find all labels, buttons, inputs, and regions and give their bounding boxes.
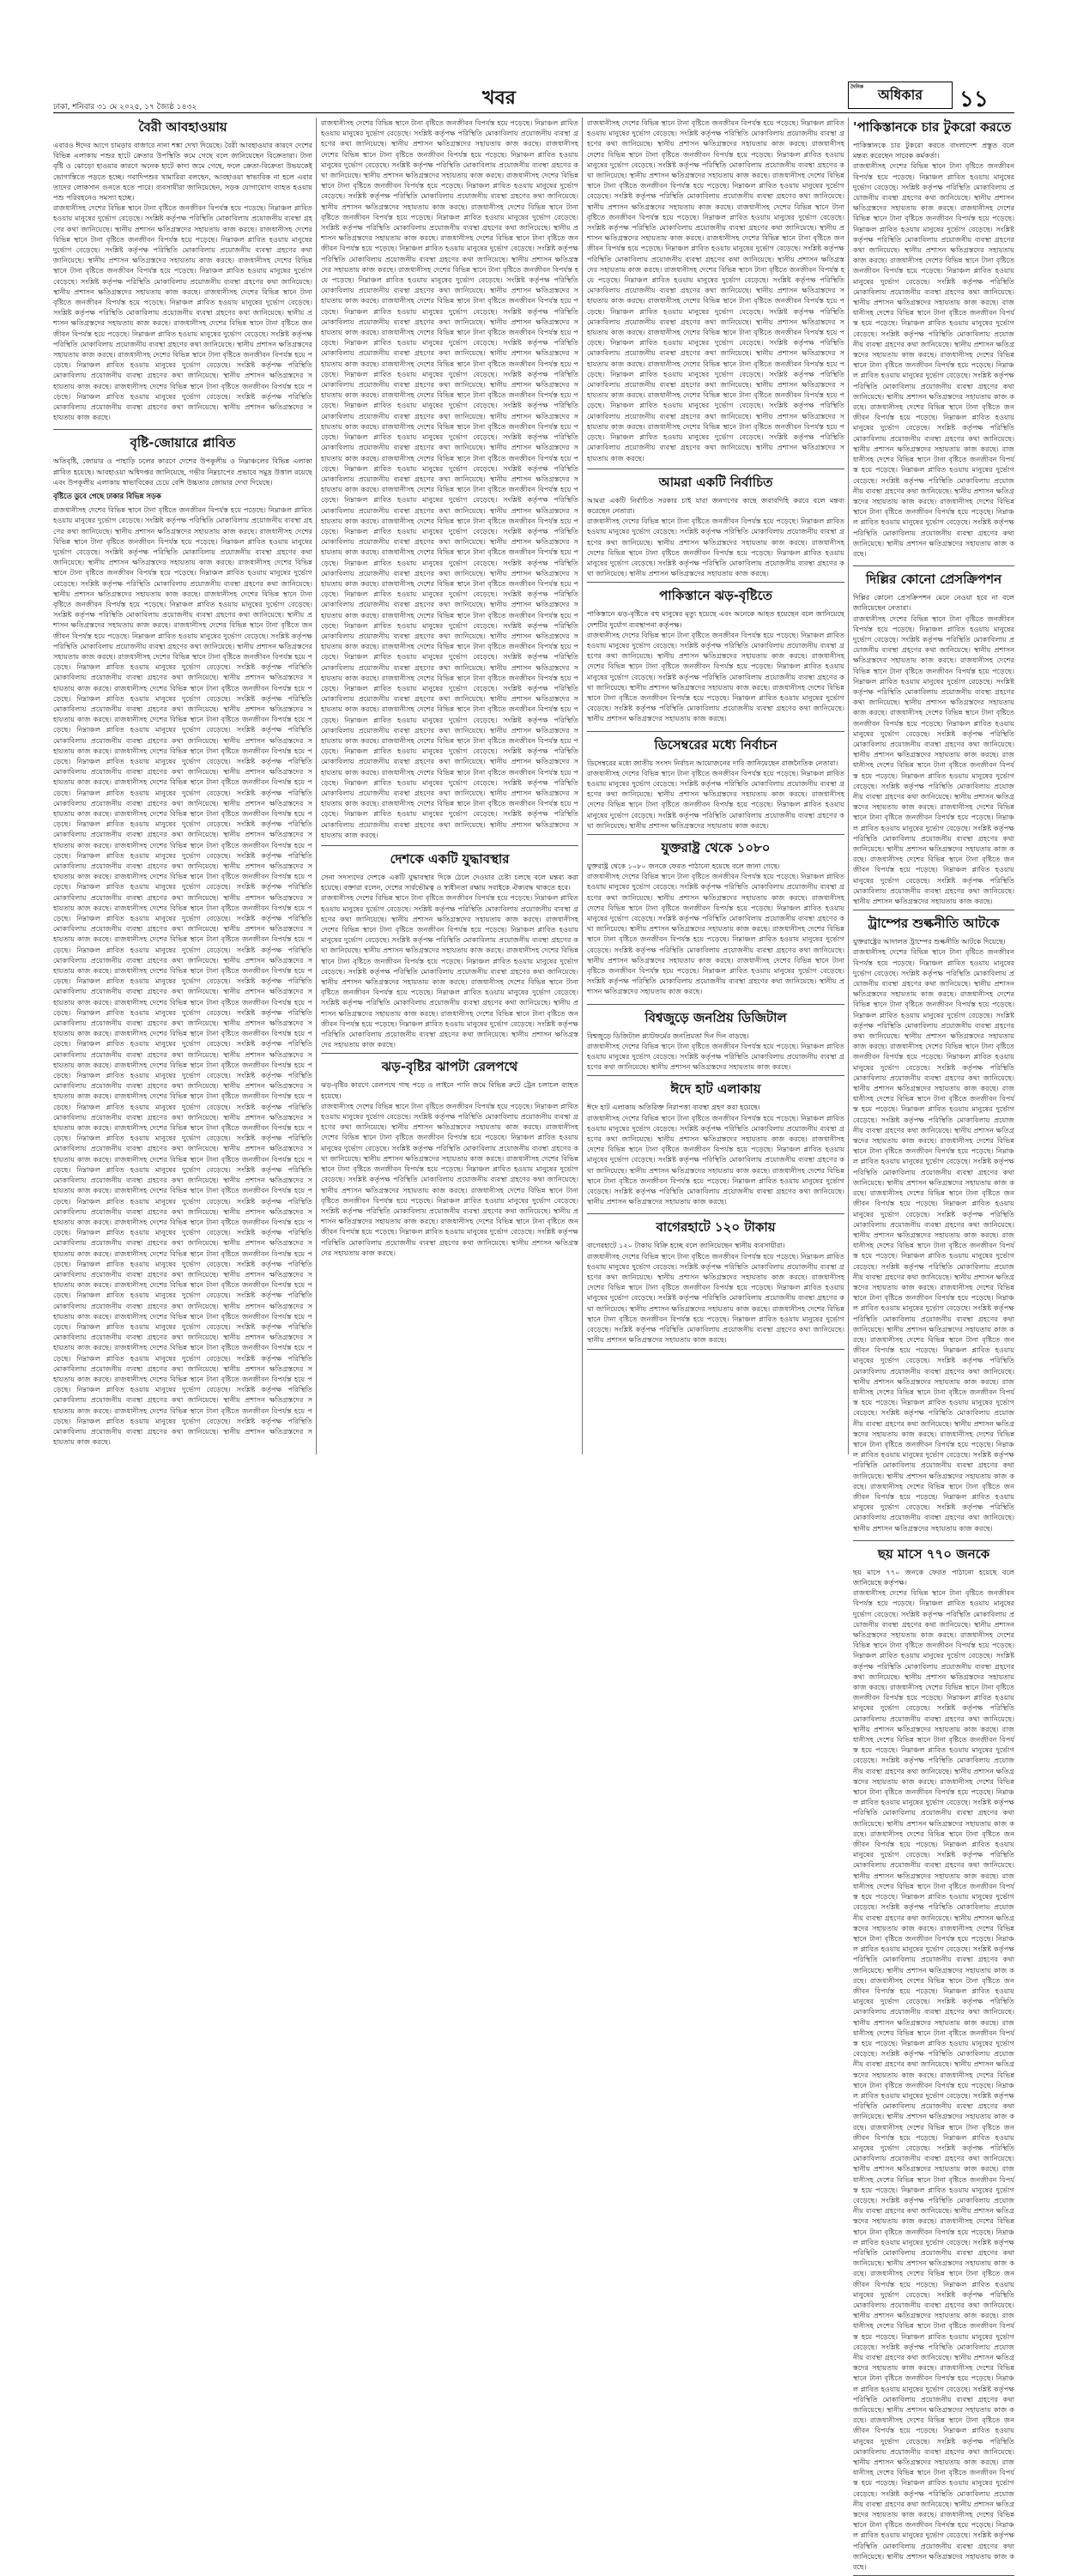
article-headline: 'পাকিস্তানকে চার টুকরো করতে <box>853 119 1012 135</box>
article-body: বিশ্বজুড়ে ডিজিটাল প্ল্যাটফর্মের জনপ্রিয়তা দিন দিন বাড়ছে। <box>587 1031 749 1040</box>
article-headline: বাগেরহাটে ১২০ টাকায় <box>656 1219 776 1236</box>
article-body-continued: রাজধানীসহ দেশের বিভিন্ন স্থানে টানা বৃষ্টিতে জনজীবন বিপর্যস্ত হয়ে পড়েছে। নিম্নাঞ্চল প্লাবিত হওয়ায় মানুষের দুর্ভোগ বেড়েছে। সংশ্লিষ্ট কর্তৃপক্ষ পরিস্থিতি মোকাবিলায় প্রয়োজনীয় ব্যবস্থা গ্রহণের কথা জানিয়েছে। স্থানীয় প্রশাসন ক্ষতিগ্রস্তদের সহায়তায় কাজ করছে। রাজধানীসহ দেশের বিভিন্ন স্থানে টানা বৃষ্টিতে জনজীবন বিপর্যস্ত হয়ে পড়েছে। নিম্নাঞ্চল প্লাবিত হওয়ায় মানুষের দুর্ভোগ বেড়েছে। সংশ্লিষ্ট কর্তৃপক্ষ পরিস্থিতি মোকাবিলায় প্রয়োজনীয় ব্যবস্থা গ্রহণের কথা জানিয়েছে। স্থানীয় প্রশাসন ক্ষতিগ্রস্তদের সহায়তায় কাজ করছে। রাজধানীসহ দেশের বিভিন্ন স্থানে টানা বৃষ্টিতে জনজীবন বিপর্যস্ত হয়ে পড়েছে। নিম্নাঞ্চল প্লাবিত হওয়ায় মানুষের দুর্ভোগ বেড়েছে। সংশ্লিষ্ট কর্তৃপক্ষ পরিস্থিতি মোকাবিলায় প্রয়োজনীয় ব্যবস্থা গ্রহণের কথা জানিয়েছে। স্থানীয় প্রশাসন ক্ষতিগ্রস্তদের সহায়তায় কাজ করছে। রাজধানীসহ দেশের বিভিন্ন স্থানে টানা বৃষ্টিতে জনজীবন বিপর্যস্ত হয়ে পড়েছে। নিম্নাঞ্চল প্লাবিত হওয়ায় মানুষের দুর্ভোগ বেড়েছে। সংশ্লিষ্ট কর্তৃপক্ষ পরিস্থিতি মোকাবিলায় প্রয়োজনীয় ব্যবস্থা গ্রহণের কথা জানিয়েছে। স্থানীয় প্রশাসন ক্ষতিগ্রস্তদের সহায়তায় কাজ করছে। রাজধানীসহ দেশের বিভিন্ন স্থানে টানা বৃষ্টিতে জনজীবন বিপর্যস্ত হয়ে পড়েছে। নিম্নাঞ্চল প্লাবিত হওয়ায় মানুষের দুর্ভোগ বেড়েছে। সংশ্লিষ্ট কর্তৃপক্ষ পরিস্থিতি মোকাবিলায় প্রয়োজনীয় ব্যবস্থা গ্রহণের কথা জানিয়েছে। স্থানীয় প্রশাসন ক্ষতিগ্রস্তদের সহায়তায় কাজ করছে। রাজধানীসহ দেশের বিভিন্ন স্থানে টানা বৃষ্টিতে জনজীবন বিপর্যস্ত হয়ে পড়েছে। নিম্নাঞ্চল প্লাবিত হওয়ায় মানুষের দুর্ভোগ বেড়েছে। সংশ্লিষ্ট কর্তৃপক্ষ পরিস্থিতি মোকাবিলায় প্রয়োজনীয় ব্যবস্থা গ্রহণের কথা জানিয়েছে। স্থানীয় প্রশাসন ক্ষতিগ্রস্তদের সহায়তায় কাজ করছে। <box>853 614 1014 906</box>
article-body: দিল্লির কোনো প্রেসক্রিপশন মেনে নেওয়া হবে না বলে জানিয়েছেন নেতারা। <box>853 593 1014 613</box>
page-header <box>53 82 1014 112</box>
article-body-continued: রাজধানীসহ দেশের বিভিন্ন স্থানে টানা বৃষ্টিতে জনজীবন বিপর্যস্ত হয়ে পড়েছে। নিম্নাঞ্চল প্লাবিত হওয়ায় মানুষের দুর্ভোগ বেড়েছে। সংশ্লিষ্ট কর্তৃপক্ষ পরিস্থিতি মোকাবিলায় প্রয়োজনীয় ব্যবস্থা গ্রহণের কথা জানিয়েছে। স্থানীয় প্রশাসন ক্ষতিগ্রস্তদের সহায়তায় কাজ করছে। রাজধানীসহ দেশের বিভিন্ন স্থানে টানা বৃষ্টিতে জনজীবন বিপর্যস্ত হয়ে পড়েছে। নিম্নাঞ্চল প্লাবিত হওয়ায় মানুষের দুর্ভোগ বেড়েছে। সংশ্লিষ্ট কর্তৃপক্ষ পরিস্থিতি মোকাবিলায় প্রয়োজনীয় ব্যবস্থা গ্রহণের কথা জানিয়েছে। স্থানীয় প্রশাসন ক্ষতিগ্রস্তদের সহায়তায় কাজ করছে। রাজধানীসহ দেশের বিভিন্ন স্থানে টানা বৃষ্টিতে জনজীবন বিপর্যস্ত হয়ে পড়েছে। নিম্নাঞ্চল প্লাবিত হওয়ায় মানুষের দুর্ভোগ বেড়েছে। সংশ্লিষ্ট কর্তৃপক্ষ পরিস্থিতি মোকাবিলায় প্রয়োজনীয় ব্যবস্থা গ্রহণের কথা জানিয়েছে। স্থানীয় প্রশাসন ক্ষতিগ্রস্তদের সহায়তায় কাজ করছে। রাজধানীসহ দেশের বিভিন্ন স্থানে টানা বৃষ্টিতে জনজীবন বিপর্যস্ত হয়ে পড়েছে। নিম্নাঞ্চল প্লাবিত হওয়ায় মানুষের দুর্ভোগ বেড়েছে। সংশ্লিষ্ট কর্তৃপক্ষ পরিস্থিতি মোকাবিলায় প্রয়োজনীয় ব্যবস্থা গ্রহণের কথা জানিয়েছে। স্থানীয় প্রশাসন ক্ষতিগ্রস্তদের সহায়তায় কাজ করছে। রাজধানীসহ দেশের বিভিন্ন স্থানে টানা বৃষ্টিতে জনজীবন বিপর্যস্ত হয়ে পড়েছে। নিম্নাঞ্চল প্লাবিত হওয়ায় মানুষের দুর্ভোগ বেড়েছে। সংশ্লিষ্ট কর্তৃপক্ষ পরিস্থিতি মোকাবিলায় প্রয়োজনীয় ব্যবস্থা গ্রহণের কথা জানিয়েছে। স্থানীয় প্রশাসন ক্ষতিগ্রস্তদের সহায়তায় কাজ করছে। <box>321 1101 578 1257</box>
article-body-continued: রাজধানীসহ দেশের বিভিন্ন স্থানে টানা বৃষ্টিতে জনজীবন বিপর্যস্ত হয়ে পড়েছে। নিম্নাঞ্চল প্লাবিত হওয়ায় মানুষের দুর্ভোগ বেড়েছে। সংশ্লিষ্ট কর্তৃপক্ষ পরিস্থিতি মোকাবিলায় প্রয়োজনীয় ব্যবস্থা গ্রহণের কথা জানিয়েছে। স্থানীয় প্রশাসন ক্ষতিগ্রস্তদের সহায়তায় কাজ করছে। রাজধানীসহ দেশের বিভিন্ন স্থানে টানা বৃষ্টিতে জনজীবন বিপর্যস্ত হয়ে পড়েছে। নিম্নাঞ্চল প্লাবিত হওয়ায় মানুষের দুর্ভোগ বেড়েছে। সংশ্লিষ্ট কর্তৃপক্ষ পরিস্থিতি মোকাবিলায় প্রয়োজনীয় ব্যবস্থা গ্রহণের কথা জানিয়েছে। স্থানীয় প্রশাসন ক্ষতিগ্রস্তদের সহায়তায় কাজ করছে। রাজধানীসহ দেশের বিভিন্ন স্থানে টানা বৃষ্টিতে জনজীবন বিপর্যস্ত হয়ে পড়েছে। নিম্নাঞ্চল প্লাবিত হওয়ায় মানুষের দুর্ভোগ বেড়েছে। সংশ্লিষ্ট কর্তৃপক্ষ পরিস্থিতি মোকাবিলায় প্রয়োজনীয় ব্যবস্থা গ্রহণের কথা জানিয়েছে। স্থানীয় প্রশাসন ক্ষতিগ্রস্তদের সহায়তায় কাজ করছে। <box>587 1113 844 1206</box>
article-rail <box>321 1059 578 1257</box>
header-rule <box>53 112 1014 113</box>
article-body-continued: রাজধানীসহ দেশের বিভিন্ন স্থানে টানা বৃষ্টিতে জনজীবন বিপর্যস্ত হয়ে পড়েছে। নিম্নাঞ্চল প্লাবিত হওয়ায় মানুষের দুর্ভোগ বেড়েছে। সংশ্লিষ্ট কর্তৃপক্ষ পরিস্থিতি মোকাবিলায় প্রয়োজনীয় ব্যবস্থা গ্রহণের কথা জানিয়েছে। স্থানীয় প্রশাসন ক্ষতিগ্রস্তদের সহায়তায় কাজ করছে। রাজধানীসহ দেশের বিভিন্ন স্থানে টানা বৃষ্টিতে জনজীবন বিপর্যস্ত হয়ে পড়েছে। নিম্নাঞ্চল প্লাবিত হওয়ায় মানুষের দুর্ভোগ বেড়েছে। সংশ্লিষ্ট কর্তৃপক্ষ পরিস্থিতি মোকাবিলায় প্রয়োজনীয় ব্যবস্থা গ্রহণের কথা জানিয়েছে। স্থানীয় প্রশাসন ক্ষতিগ্রস্তদের সহায়তায় কাজ করছে। <box>587 768 844 830</box>
newspaper-page <box>53 82 1014 2572</box>
article-body-continued: রাজধানীসহ দেশের বিভিন্ন স্থানে টানা বৃষ্টিতে জনজীবন বিপর্যস্ত হয়ে পড়েছে। নিম্নাঞ্চল প্লাবিত হওয়ায় মানুষের দুর্ভোগ বেড়েছে। সংশ্লিষ্ট কর্তৃপক্ষ পরিস্থিতি মোকাবিলায় প্রয়োজনীয় ব্যবস্থা গ্রহণের কথা জানিয়েছে। স্থানীয় প্রশাসন ক্ষতিগ্রস্তদের সহায়তায় কাজ করছে। রাজধানীসহ দেশের বিভিন্ন স্থানে টানা বৃষ্টিতে জনজীবন বিপর্যস্ত হয়ে পড়েছে। নিম্নাঞ্চল প্লাবিত হওয়ায় মানুষের দুর্ভোগ বেড়েছে। সংশ্লিষ্ট কর্তৃপক্ষ পরিস্থিতি মোকাবিলায় প্রয়োজনীয় ব্যবস্থা গ্রহণের কথা জানিয়েছে। স্থানীয় প্রশাসন ক্ষতিগ্রস্তদের সহায়তায় কাজ করছে। রাজধানীসহ দেশের বিভিন্ন স্থানে টানা বৃষ্টিতে জনজীবন বিপর্যস্ত হয়ে পড়েছে। নিম্নাঞ্চল প্লাবিত হওয়ায় মানুষের দুর্ভোগ বেড়েছে। সংশ্লিষ্ট কর্তৃপক্ষ পরিস্থিতি মোকাবিলায় প্রয়োজনীয় ব্যবস্থা গ্রহণের কথা জানিয়েছে। স্থানীয় প্রশাসন ক্ষতিগ্রস্তদের সহায়তায় কাজ করছে। রাজধানীসহ দেশের বিভিন্ন স্থানে টানা বৃষ্টিতে জনজীবন বিপর্যস্ত হয়ে পড়েছে। নিম্নাঞ্চল প্লাবিত হওয়ায় মানুষের দুর্ভোগ বেড়েছে। সংশ্লিষ্ট কর্তৃপক্ষ পরিস্থিতি মোকাবিলায় প্রয়োজনীয় ব্যবস্থা গ্রহণের কথা জানিয়েছে। স্থানীয় প্রশাসন ক্ষতিগ্রস্তদের সহায়তায় কাজ করছে। রাজধানীসহ দেশের বিভিন্ন স্থানে টানা বৃষ্টিতে জনজীবন বিপর্যস্ত হয়ে পড়েছে। নিম্নাঞ্চল প্লাবিত হওয়ায় মানুষের দুর্ভোগ বেড়েছে। সংশ্লিষ্ট কর্তৃপক্ষ পরিস্থিতি মোকাবিলায় প্রয়োজনীয় ব্যবস্থা গ্রহণের কথা জানিয়েছে। স্থানীয় প্রশাসন ক্ষতিগ্রস্তদের সহায়তায় কাজ করছে। রাজধানীসহ দেশের বিভিন্ন স্থানে টানা বৃষ্টিতে জনজীবন বিপর্যস্ত হয়ে পড়েছে। নিম্নাঞ্চল প্লাবিত হওয়ায় মানুষের দুর্ভোগ বেড়েছে। সংশ্লিষ্ট কর্তৃপক্ষ পরিস্থিতি মোকাবিলায় প্রয়োজনীয় ব্যবস্থা গ্রহণের কথা জানিয়েছে। স্থানীয় প্রশাসন ক্ষতিগ্রস্তদের সহায়তায় কাজ করছে। রাজধানীসহ দেশের বিভিন্ন স্থানে টানা বৃষ্টিতে জনজীবন বিপর্যস্ত হয়ে পড়েছে। নিম্নাঞ্চল প্লাবিত হওয়ায় মানুষের দুর্ভোগ বেড়েছে। সংশ্লিষ্ট কর্তৃপক্ষ পরিস্থিতি মোকাবিলায় প্রয়োজনীয় ব্যবস্থা গ্রহণের কথা জানিয়েছে। স্থানীয় প্রশাসন ক্ষতিগ্রস্তদের সহায়তায় কাজ করছে। রাজধানীসহ দেশের বিভিন্ন স্থানে টানা বৃষ্টিতে জনজীবন বিপর্যস্ত হয়ে পড়েছে। নিম্নাঞ্চল প্লাবিত হওয়ায় মানুষের দুর্ভোগ বেড়েছে। সংশ্লিষ্ট কর্তৃপক্ষ পরিস্থিতি মোকাবিলায় প্রয়োজনীয় ব্যবস্থা গ্রহণের কথা জানিয়েছে। স্থানীয় প্রশাসন ক্ষতিগ্রস্তদের সহায়তায় কাজ করছে। রাজধানীসহ দেশের বিভিন্ন স্থানে টানা বৃষ্টিতে জনজীবন বিপর্যস্ত হয়ে পড়েছে। নিম্নাঞ্চল প্লাবিত হওয়ায় মানুষের দুর্ভোগ বেড়েছে। সংশ্লিষ্ট কর্তৃপক্ষ পরিস্থিতি মোকাবিলায় প্রয়োজনীয় ব্যবস্থা গ্রহণের কথা জানিয়েছে। স্থানীয় প্রশাসন ক্ষতিগ্রস্তদের সহায়তায় কাজ করছে। রাজধানীসহ দেশের বিভিন্ন স্থানে টানা বৃষ্টিতে জনজীবন বিপর্যস্ত হয়ে পড়েছে। নিম্নাঞ্চল প্লাবিত হওয়ায় মানুষের দুর্ভোগ বেড়েছে। সংশ্লিষ্ট কর্তৃপক্ষ পরিস্থিতি মোকাবিলায় প্রয়োজনীয় ব্যবস্থা গ্রহণের কথা জানিয়েছে। স্থানীয় প্রশাসন ক্ষতিগ্রস্তদের সহায়তায় কাজ করছে। রাজধানীসহ দেশের বিভিন্ন স্থানে টানা বৃষ্টিতে জনজীবন বিপর্যস্ত হয়ে পড়েছে। নিম্নাঞ্চল প্লাবিত হওয়ায় মানুষের দুর্ভোগ বেড়েছে। সংশ্লিষ্ট কর্তৃপক্ষ পরিস্থিতি মোকাবিলায় প্রয়োজনীয় ব্যবস্থা গ্রহণের কথা জানিয়েছে। স্থানীয় প্রশাসন ক্ষতিগ্রস্তদের সহায়তায় কাজ করছে। রাজধানীসহ দেশের বিভিন্ন স্থানে টানা বৃষ্টিতে জনজীবন বিপর্যস্ত হয়ে পড়েছে। নিম্নাঞ্চল প্লাবিত হওয়ায় মানুষের দুর্ভোগ বেড়েছে। সংশ্লিষ্ট কর্তৃপক্ষ পরিস্থিতি মোকাবিলায় প্রয়োজনীয় ব্যবস্থা গ্রহণের কথা জানিয়েছে। স্থানীয় প্রশাসন ক্ষতিগ্রস্তদের সহায়তায় কাজ করছে। রাজধানীসহ দেশের বিভিন্ন স্থানে টানা বৃষ্টিতে জনজীবন বিপর্যস্ত হয়ে পড়েছে। নিম্নাঞ্চল প্লাবিত হওয়ায় মানুষের দুর্ভোগ বেড়েছে। সংশ্লিষ্ট কর্তৃপক্ষ পরিস্থিতি মোকাবিলায় প্রয়োজনীয় ব্যবস্থা গ্রহণের কথা জানিয়েছে। স্থানীয় প্রশাসন ক্ষতিগ্রস্তদের সহায়তায় কাজ করছে। রাজধানীসহ দেশের বিভিন্ন স্থানে টানা বৃষ্টিতে জনজীবন বিপর্যস্ত হয়ে পড়েছে। নিম্নাঞ্চল প্লাবিত হওয়ায় মানুষের দুর্ভোগ বেড়েছে। সংশ্লিষ্ট কর্তৃপক্ষ পরিস্থিতি মোকাবিলায় প্রয়োজনীয় ব্যবস্থা গ্রহণের কথা জানিয়েছে। স্থানীয় প্রশাসন ক্ষতিগ্রস্তদের সহায়তায় কাজ করছে। রাজধানীসহ দেশের বিভিন্ন স্থানে টানা বৃষ্টিতে জনজীবন বিপর্যস্ত হয়ে পড়েছে। নিম্নাঞ্চল প্লাবিত হওয়ায় মানুষের দুর্ভোগ বেড়েছে। সংশ্লিষ্ট কর্তৃপক্ষ পরিস্থিতি মোকাবিলায় প্রয়োজনীয় ব্যবস্থা গ্রহণের কথা জানিয়েছে। স্থানীয় প্রশাসন ক্ষতিগ্রস্তদের সহায়তায় কাজ করছে। রাজধানীসহ দেশের বিভিন্ন স্থানে টানা বৃষ্টিতে জনজীবন বিপর্যস্ত হয়ে পড়েছে। নিম্নাঞ্চল প্লাবিত হওয়ায় মানুষের দুর্ভোগ বেড়েছে। সংশ্লিষ্ট কর্তৃপক্ষ পরিস্থিতি মোকাবিলায় প্রয়োজনীয় ব্যবস্থা গ্রহণের কথা জানিয়েছে। স্থানীয় প্রশাসন ক্ষতিগ্রস্তদের সহায়তায় কাজ করছে। রাজধানীসহ দেশের বিভিন্ন স্থানে টানা বৃষ্টিতে জনজীবন বিপর্যস্ত হয়ে পড়েছে। নিম্নাঞ্চল প্লাবিত হওয়ায় মানুষের দুর্ভোগ বেড়েছে। সংশ্লিষ্ট কর্তৃপক্ষ পরিস্থিতি মোকাবিলায় প্রয়োজনীয় ব্যবস্থা গ্রহণের কথা জানিয়েছে। স্থানীয় প্রশাসন ক্ষতিগ্রস্তদের সহায়তায় কাজ করছে। রাজধানীসহ দেশের বিভিন্ন স্থানে টানা বৃষ্টিতে জনজীবন বিপর্যস্ত হয়ে পড়েছে। নিম্নাঞ্চল প্লাবিত হওয়ায় মানুষের দুর্ভোগ বেড়েছে। সংশ্লিষ্ট কর্তৃপক্ষ পরিস্থিতি মোকাবিলায় প্রয়োজনীয় ব্যবস্থা গ্রহণের কথা জানিয়েছে। স্থানীয় প্রশাসন ক্ষতিগ্রস্তদের সহায়তায় কাজ করছে। রাজধানীসহ দেশের বিভিন্ন স্থানে টানা বৃষ্টিতে জনজীবন বিপর্যস্ত হয়ে পড়েছে। নিম্নাঞ্চল প্লাবিত হওয়ায় মানুষের দুর্ভোগ বেড়েছে। সংশ্লিষ্ট কর্তৃপক্ষ পরিস্থিতি মোকাবিলায় প্রয়োজনীয় ব্যবস্থা গ্রহণের কথা জানিয়েছে। স্থানীয় প্রশাসন ক্ষতিগ্রস্তদের সহায়তায় কাজ করছে। রাজধানীসহ দেশের বিভিন্ন স্থানে টানা বৃষ্টিতে জনজীবন বিপর্যস্ত হয়ে পড়েছে। নিম্নাঞ্চল প্লাবিত হওয়ায় মানুষের দুর্ভোগ বেড়েছে। সংশ্লিষ্ট কর্তৃপক্ষ পরিস্থিতি মোকাবিলায় প্রয়োজনীয় ব্যবস্থা গ্রহণের কথা জানিয়েছে। স্থানীয় প্রশাসন ক্ষতিগ্রস্তদের সহায়তায় কাজ করছে। <box>853 1588 1014 2572</box>
article-headline: ঈদে হাট এলাকায় <box>670 1081 761 1098</box>
article-body: আমরা একটি নির্বাচিত সরকার চাই যারা জনগণের কাছে জবাবদিহি করবে বলে মন্তব্য করেছেন নেতারা। <box>587 495 844 515</box>
logo-text: অধিকার <box>877 86 923 103</box>
article-december-election <box>587 731 844 835</box>
continued-text: রাজধানীসহ দেশের বিভিন্ন স্থানে টানা বৃষ্টিতে জনজীবন বিপর্যস্ত হয়ে পড়েছে। নিম্নাঞ্চল প্লাবিত হওয়ায় মানুষের দুর্ভোগ বেড়েছে। সংশ্লিষ্ট কর্তৃপক্ষ পরিস্থিতি মোকাবিলায় প্রয়োজনীয় ব্যবস্থা গ্রহণের কথা জানিয়েছে। স্থানীয় প্রশাসন ক্ষতিগ্রস্তদের সহায়তায় কাজ করছে। রাজধানীসহ দেশের বিভিন্ন স্থানে টানা বৃষ্টিতে জনজীবন বিপর্যস্ত হয়ে পড়েছে। নিম্নাঞ্চল প্লাবিত হওয়ায় মানুষের দুর্ভোগ বেড়েছে। সংশ্লিষ্ট কর্তৃপক্ষ পরিস্থিতি মোকাবিলায় প্রয়োজনীয় ব্যবস্থা গ্রহণের কথা জানিয়েছে। স্থানীয় প্রশাসন ক্ষতিগ্রস্তদের সহায়তায় কাজ করছে। রাজধানীসহ দেশের বিভিন্ন স্থানে টানা বৃষ্টিতে জনজীবন বিপর্যস্ত হয়ে পড়েছে। নিম্নাঞ্চল প্লাবিত হওয়ায় মানুষের দুর্ভোগ বেড়েছে। সংশ্লিষ্ট কর্তৃপক্ষ পরিস্থিতি মোকাবিলায় প্রয়োজনীয় ব্যবস্থা গ্রহণের কথা জানিয়েছে। স্থানীয় প্রশাসন ক্ষতিগ্রস্তদের সহায়তায় কাজ করছে। রাজধানীসহ দেশের বিভিন্ন স্থানে টানা বৃষ্টিতে জনজীবন বিপর্যস্ত হয়ে পড়েছে। নিম্নাঞ্চল প্লাবিত হওয়ায় মানুষের দুর্ভোগ বেড়েছে। সংশ্লিষ্ট কর্তৃপক্ষ পরিস্থিতি মোকাবিলায় প্রয়োজনীয় ব্যবস্থা গ্রহণের কথা জানিয়েছে। স্থানীয় প্রশাসন ক্ষতিগ্রস্তদের সহায়তায় কাজ করছে। রাজধানীসহ দেশের বিভিন্ন স্থানে টানা বৃষ্টিতে জনজীবন বিপর্যস্ত হয়ে পড়েছে। নিম্নাঞ্চল প্লাবিত হওয়ায় মানুষের দুর্ভোগ বেড়েছে। সংশ্লিষ্ট কর্তৃপক্ষ পরিস্থিতি মোকাবিলায় প্রয়োজনীয় ব্যবস্থা গ্রহণের কথা জানিয়েছে। স্থানীয় প্রশাসন ক্ষতিগ্রস্তদের সহায়তায় কাজ করছে। রাজধানীসহ দেশের বিভিন্ন স্থানে টানা বৃষ্টিতে জনজীবন বিপর্যস্ত হয়ে পড়েছে। নিম্নাঞ্চল প্লাবিত হওয়ায় মানুষের দুর্ভোগ বেড়েছে। সংশ্লিষ্ট কর্তৃপক্ষ পরিস্থিতি মোকাবিলায় প্রয়োজনীয় ব্যবস্থা গ্রহণের কথা জানিয়েছে। স্থানীয় প্রশাসন ক্ষতিগ্রস্তদের সহায়তায় কাজ করছে। রাজধানীসহ দেশের বিভিন্ন স্থানে টানা বৃষ্টিতে জনজীবন বিপর্যস্ত হয়ে পড়েছে। নিম্নাঞ্চল প্লাবিত হওয়ায় মানুষের দুর্ভোগ বেড়েছে। সংশ্লিষ্ট কর্তৃপক্ষ পরিস্থিতি মোকাবিলায় প্রয়োজনীয় ব্যবস্থা গ্রহণের কথা জানিয়েছে। স্থানীয় প্রশাসন ক্ষতিগ্রস্তদের সহায়তায় কাজ করছে। রাজধানীসহ দেশের বিভিন্ন স্থানে টানা বৃষ্টিতে জনজীবন বিপর্যস্ত হয়ে পড়েছে। নিম্নাঞ্চল প্লাবিত হওয়ায় মানুষের দুর্ভোগ বেড়েছে। সংশ্লিষ্ট কর্তৃপক্ষ পরিস্থিতি মোকাবিলায় প্রয়োজনীয় ব্যবস্থা গ্রহণের কথা জানিয়েছে। স্থানীয় প্রশাসন ক্ষতিগ্রস্তদের সহায়তায় কাজ করছে। রাজধানীসহ দেশের বিভিন্ন স্থানে টানা বৃষ্টিতে জনজীবন বিপর্যস্ত হয়ে পড়েছে। নিম্নাঞ্চল প্লাবিত হওয়ায় মানুষের দুর্ভোগ বেড়েছে। সংশ্লিষ্ট কর্তৃপক্ষ পরিস্থিতি মোকাবিলায় প্রয়োজনীয় ব্যবস্থা গ্রহণের কথা জানিয়েছে। স্থানীয় প্রশাসন ক্ষতিগ্রস্তদের সহায়তায় কাজ করছে। রাজধানীসহ দেশের বিভিন্ন স্থানে টানা বৃষ্টিতে জনজীবন বিপর্যস্ত হয়ে পড়েছে। নিম্নাঞ্চল প্লাবিত হওয়ায় মানুষের দুর্ভোগ বেড়েছে। সংশ্লিষ্ট কর্তৃপক্ষ পরিস্থিতি মোকাবিলায় প্রয়োজনীয় ব্যবস্থা গ্রহণের কথা জানিয়েছে। স্থানীয় প্রশাসন ক্ষতিগ্রস্তদের সহায়তায় কাজ করছে। রাজধানীসহ দেশের বিভিন্ন স্থানে টানা বৃষ্টিতে জনজীবন বিপর্যস্ত হয়ে পড়েছে। নিম্নাঞ্চল প্লাবিত হওয়ায় মানুষের দুর্ভোগ বেড়েছে। সংশ্লিষ্ট কর্তৃপক্ষ পরিস্থিতি মোকাবিলায় প্রয়োজনীয় ব্যবস্থা গ্রহণের কথা জানিয়েছে। স্থানীয় প্রশাসন ক্ষতিগ্রস্তদের সহায়তায় কাজ করছে। <box>587 118 844 463</box>
article-subheading: বৃষ্টিতে ডুবে গেছে ঢাকার বিভিন্ন সড়ক <box>53 492 161 501</box>
article-body-continued: রাজধানীসহ দেশের বিভিন্ন স্থানে টানা বৃষ্টিতে জনজীবন বিপর্যস্ত হয়ে পড়েছে। নিম্নাঞ্চল প্লাবিত হওয়ায় মানুষের দুর্ভোগ বেড়েছে। সংশ্লিষ্ট কর্তৃপক্ষ পরিস্থিতি মোকাবিলায় প্রয়োজনীয় ব্যবস্থা গ্রহণের কথা জানিয়েছে। স্থানীয় প্রশাসন ক্ষতিগ্রস্তদের সহায়তায় কাজ করছে। রাজধানীসহ দেশের বিভিন্ন স্থানে টানা বৃষ্টিতে জনজীবন বিপর্যস্ত হয়ে পড়েছে। নিম্নাঞ্চল প্লাবিত হওয়ায় মানুষের দুর্ভোগ বেড়েছে। সংশ্লিষ্ট কর্তৃপক্ষ পরিস্থিতি মোকাবিলায় প্রয়োজনীয় ব্যবস্থা গ্রহণের কথা জানিয়েছে। স্থানীয় প্রশাসন ক্ষতিগ্রস্তদের সহায়তায় কাজ করছে। রাজধানীসহ দেশের বিভিন্ন স্থানে টানা বৃষ্টিতে জনজীবন বিপর্যস্ত হয়ে পড়েছে। নিম্নাঞ্চল প্লাবিত হওয়ায় মানুষের দুর্ভোগ বেড়েছে। সংশ্লিষ্ট কর্তৃপক্ষ পরিস্থিতি মোকাবিলায় প্রয়োজনীয় ব্যবস্থা গ্রহণের কথা জানিয়েছে। স্থানীয় প্রশাসন ক্ষতিগ্রস্তদের সহায়তায় কাজ করছে। <box>587 1251 844 1345</box>
article-pakistan-four-pieces <box>853 119 1014 559</box>
article-body-continued: রাজধানীসহ দেশের বিভিন্ন স্থানে টানা বৃষ্টিতে জনজীবন বিপর্যস্ত হয়ে পড়েছে। নিম্নাঞ্চল প্লাবিত হওয়ায় মানুষের দুর্ভোগ বেড়েছে। সংশ্লিষ্ট কর্তৃপক্ষ পরিস্থিতি মোকাবিলায় প্রয়োজনীয় ব্যবস্থা গ্রহণের কথা জানিয়েছে। স্থানীয় প্রশাসন ক্ষতিগ্রস্তদের সহায়তায় কাজ করছে। রাজধানীসহ দেশের বিভিন্ন স্থানে টানা বৃষ্টিতে জনজীবন বিপর্যস্ত হয়ে পড়েছে। নিম্নাঞ্চল প্লাবিত হওয়ায় মানুষের দুর্ভোগ বেড়েছে। সংশ্লিষ্ট কর্তৃপক্ষ পরিস্থিতি মোকাবিলায় প্রয়োজনীয় ব্যবস্থা গ্রহণের কথা জানিয়েছে। স্থানীয় প্রশাসন ক্ষতিগ্রস্তদের সহায়তায় কাজ করছে। রাজধানীসহ দেশের বিভিন্ন স্থানে টানা বৃষ্টিতে জনজীবন বিপর্যস্ত হয়ে পড়েছে। নিম্নাঞ্চল প্লাবিত হওয়ায় মানুষের দুর্ভোগ বেড়েছে। সংশ্লিষ্ট কর্তৃপক্ষ পরিস্থিতি মোকাবিলায় প্রয়োজনীয় ব্যবস্থা গ্রহণের কথা জানিয়েছে। স্থানীয় প্রশাসন ক্ষতিগ্রস্তদের সহায়তায় কাজ করছে। রাজধানীসহ দেশের বিভিন্ন স্থানে টানা বৃষ্টিতে জনজীবন বিপর্যস্ত হয়ে পড়েছে। নিম্নাঞ্চল প্লাবিত হওয়ায় মানুষের দুর্ভোগ বেড়েছে। সংশ্লিষ্ট কর্তৃপক্ষ পরিস্থিতি মোকাবিলায় প্রয়োজনীয় ব্যবস্থা গ্রহণের কথা জানিয়েছে। স্থানীয় প্রশাসন ক্ষতিগ্রস্তদের সহায়তায় কাজ করছে। রাজধানীসহ দেশের বিভিন্ন স্থানে টানা বৃষ্টিতে জনজীবন বিপর্যস্ত হয়ে পড়েছে। নিম্নাঞ্চল প্লাবিত হওয়ায় মানুষের দুর্ভোগ বেড়েছে। সংশ্লিষ্ট কর্তৃপক্ষ পরিস্থিতি মোকাবিলায় প্রয়োজনীয় ব্যবস্থা গ্রহণের কথা জানিয়েছে। স্থানীয় প্রশাসন ক্ষতিগ্রস্তদের সহায়তায় কাজ করছে। <box>321 893 578 1049</box>
page-number: ১১ <box>959 87 989 112</box>
continued-text: রাজধানীসহ দেশের বিভিন্ন স্থানে টানা বৃষ্টিতে জনজীবন বিপর্যস্ত হয়ে পড়েছে। নিম্নাঞ্চল প্লাবিত হওয়ায় মানুষের দুর্ভোগ বেড়েছে। সংশ্লিষ্ট কর্তৃপক্ষ পরিস্থিতি মোকাবিলায় প্রয়োজনীয় ব্যবস্থা গ্রহণের কথা জানিয়েছে। স্থানীয় প্রশাসন ক্ষতিগ্রস্তদের সহায়তায় কাজ করছে। রাজধানীসহ দেশের বিভিন্ন স্থানে টানা বৃষ্টিতে জনজীবন বিপর্যস্ত হয়ে পড়েছে। নিম্নাঞ্চল প্লাবিত হওয়ায় মানুষের দুর্ভোগ বেড়েছে। সংশ্লিষ্ট কর্তৃপক্ষ পরিস্থিতি মোকাবিলায় প্রয়োজনীয় ব্যবস্থা গ্রহণের কথা জানিয়েছে। স্থানীয় প্রশাসন ক্ষতিগ্রস্তদের সহায়তায় কাজ করছে। রাজধানীসহ দেশের বিভিন্ন স্থানে টানা বৃষ্টিতে জনজীবন বিপর্যস্ত হয়ে পড়েছে। নিম্নাঞ্চল প্লাবিত হওয়ায় মানুষের দুর্ভোগ বেড়েছে। সংশ্লিষ্ট কর্তৃপক্ষ পরিস্থিতি মোকাবিলায় প্রয়োজনীয় ব্যবস্থা গ্রহণের কথা জানিয়েছে। স্থানীয় প্রশাসন ক্ষতিগ্রস্তদের সহায়তায় কাজ করছে। রাজধানীসহ দেশের বিভিন্ন স্থানে টানা বৃষ্টিতে জনজীবন বিপর্যস্ত হয়ে পড়েছে। নিম্নাঞ্চল প্লাবিত হওয়ায় মানুষের দুর্ভোগ বেড়েছে। সংশ্লিষ্ট কর্তৃপক্ষ পরিস্থিতি মোকাবিলায় প্রয়োজনীয় ব্যবস্থা গ্রহণের কথা জানিয়েছে। স্থানীয় প্রশাসন ক্ষতিগ্রস্তদের সহায়তায় কাজ করছে। রাজধানীসহ দেশের বিভিন্ন স্থানে টানা বৃষ্টিতে জনজীবন বিপর্যস্ত হয়ে পড়েছে। নিম্নাঞ্চল প্লাবিত হওয়ায় মানুষের দুর্ভোগ বেড়েছে। সংশ্লিষ্ট কর্তৃপক্ষ পরিস্থিতি মোকাবিলায় প্রয়োজনীয় ব্যবস্থা গ্রহণের কথা জানিয়েছে। স্থানীয় প্রশাসন ক্ষতিগ্রস্তদের সহায়তায় কাজ করছে। রাজধানীসহ দেশের বিভিন্ন স্থানে টানা বৃষ্টিতে জনজীবন বিপর্যস্ত হয়ে পড়েছে। নিম্নাঞ্চল প্লাবিত হওয়ায় মানুষের দুর্ভোগ বেড়েছে। সংশ্লিষ্ট কর্তৃপক্ষ পরিস্থিতি মোকাবিলায় প্রয়োজনীয় ব্যবস্থা গ্রহণের কথা জানিয়েছে। স্থানীয় প্রশাসন ক্ষতিগ্রস্তদের সহায়তায় কাজ করছে। রাজধানীসহ দেশের বিভিন্ন স্থানে টানা বৃষ্টিতে জনজীবন বিপর্যস্ত হয়ে পড়েছে। নিম্নাঞ্চল প্লাবিত হওয়ায় মানুষের দুর্ভোগ বেড়েছে। সংশ্লিষ্ট কর্তৃপক্ষ পরিস্থিতি মোকাবিলায় প্রয়োজনীয় ব্যবস্থা গ্রহণের কথা জানিয়েছে। স্থানীয় প্রশাসন ক্ষতিগ্রস্তদের সহায়তায় কাজ করছে। রাজধানীসহ দেশের বিভিন্ন স্থানে টানা বৃষ্টিতে জনজীবন বিপর্যস্ত হয়ে পড়েছে। নিম্নাঞ্চল প্লাবিত হওয়ায় মানুষের দুর্ভোগ বেড়েছে। সংশ্লিষ্ট কর্তৃপক্ষ পরিস্থিতি মোকাবিলায় প্রয়োজনীয় ব্যবস্থা গ্রহণের কথা জানিয়েছে। স্থানীয় প্রশাসন ক্ষতিগ্রস্তদের সহায়তায় কাজ করছে। রাজধানীসহ দেশের বিভিন্ন স্থানে টানা বৃষ্টিতে জনজীবন বিপর্যস্ত হয়ে পড়েছে। নিম্নাঞ্চল প্লাবিত হওয়ায় মানুষের দুর্ভোগ বেড়েছে। সংশ্লিষ্ট কর্তৃপক্ষ পরিস্থিতি মোকাবিলায় প্রয়োজনীয় ব্যবস্থা গ্রহণের কথা জানিয়েছে। স্থানীয় প্রশাসন ক্ষতিগ্রস্তদের সহায়তায় কাজ করছে। রাজধানীসহ দেশের বিভিন্ন স্থানে টানা বৃষ্টিতে জনজীবন বিপর্যস্ত হয়ে পড়েছে। নিম্নাঞ্চল প্লাবিত হওয়ায় মানুষের দুর্ভোগ বেড়েছে। সংশ্লিষ্ট কর্তৃপক্ষ পরিস্থিতি মোকাবিলায় প্রয়োজনীয় ব্যবস্থা গ্রহণের কথা জানিয়েছে। স্থানীয় প্রশাসন ক্ষতিগ্রস্তদের সহায়তায় কাজ করছে। রাজধানীসহ দেশের বিভিন্ন স্থানে টানা বৃষ্টিতে জনজীবন বিপর্যস্ত হয়ে পড়েছে। নিম্নাঞ্চল প্লাবিত হওয়ায় মানুষের দুর্ভোগ বেড়েছে। সংশ্লিষ্ট কর্তৃপক্ষ পরিস্থিতি মোকাবিলায় প্রয়োজনীয় ব্যবস্থা গ্রহণের কথা জানিয়েছে। স্থানীয় প্রশাসন ক্ষতিগ্রস্তদের সহায়তায় কাজ করছে। রাজধানীসহ দেশের বিভিন্ন স্থানে টানা বৃষ্টিতে জনজীবন বিপর্যস্ত হয়ে পড়েছে। নিম্নাঞ্চল প্লাবিত হওয়ায় মানুষের দুর্ভোগ বেড়েছে। সংশ্লিষ্ট কর্তৃপক্ষ পরিস্থিতি মোকাবিলায় প্রয়োজনীয় ব্যবস্থা গ্রহণের কথা জানিয়েছে। স্থানীয় প্রশাসন ক্ষতিগ্রস্তদের সহায়তায় কাজ করছে। রাজধানীসহ দেশের বিভিন্ন স্থানে টানা বৃষ্টিতে জনজীবন বিপর্যস্ত হয়ে পড়েছে। নিম্নাঞ্চল প্লাবিত হওয়ায় মানুষের দুর্ভোগ বেড়েছে। সংশ্লিষ্ট কর্তৃপক্ষ পরিস্থিতি মোকাবিলায় প্রয়োজনীয় ব্যবস্থা গ্রহণের কথা জানিয়েছে। স্থানীয় প্রশাসন ক্ষতিগ্রস্তদের সহায়তায় কাজ করছে। রাজধানীসহ দেশের বিভিন্ন স্থানে টানা বৃষ্টিতে জনজীবন বিপর্যস্ত হয়ে পড়েছে। নিম্নাঞ্চল প্লাবিত হওয়ায় মানুষের দুর্ভোগ বেড়েছে। সংশ্লিষ্ট কর্তৃপক্ষ পরিস্থিতি মোকাবিলায় প্রয়োজনীয় ব্যবস্থা গ্রহণের কথা জানিয়েছে। স্থানীয় প্রশাসন ক্ষতিগ্রস্তদের সহায়তায় কাজ করছে। রাজধানীসহ দেশের বিভিন্ন স্থানে টানা বৃষ্টিতে জনজীবন বিপর্যস্ত হয়ে পড়েছে। নিম্নাঞ্চল প্লাবিত হওয়ায় মানুষের দুর্ভোগ বেড়েছে। সংশ্লিষ্ট কর্তৃপক্ষ পরিস্থিতি মোকাবিলায় প্রয়োজনীয় ব্যবস্থা গ্রহণের কথা জানিয়েছে। স্থানীয় প্রশাসন ক্ষতিগ্রস্তদের সহায়তায় কাজ করছে। রাজধানীসহ দেশের বিভিন্ন স্থানে টানা বৃষ্টিতে জনজীবন বিপর্যস্ত হয়ে পড়েছে। নিম্নাঞ্চল প্লাবিত হওয়ায় মানুষের দুর্ভোগ বেড়েছে। সংশ্লিষ্ট কর্তৃপক্ষ পরিস্থিতি মোকাবিলায় প্রয়োজনীয় ব্যবস্থা গ্রহণের কথা জানিয়েছে। স্থানীয় প্রশাসন ক্ষতিগ্রস্তদের সহায়তায় কাজ করছে। রাজধানীসহ দেশের বিভিন্ন স্থানে টানা বৃষ্টিতে জনজীবন বিপর্যস্ত হয়ে পড়েছে। নিম্নাঞ্চল প্লাবিত হওয়ায় মানুষের দুর্ভোগ বেড়েছে। সংশ্লিষ্ট কর্তৃপক্ষ পরিস্থিতি মোকাবিলায় প্রয়োজনীয় ব্যবস্থা গ্রহণের কথা জানিয়েছে। স্থানীয় প্রশাসন ক্ষতিগ্রস্তদের সহায়তায় কাজ করছে। রাজধানীসহ দেশের বিভিন্ন স্থানে টানা বৃষ্টিতে জনজীবন বিপর্যস্ত হয়ে পড়েছে। নিম্নাঞ্চল প্লাবিত হওয়ায় মানুষের দুর্ভোগ বেড়েছে। সংশ্লিষ্ট কর্তৃপক্ষ পরিস্থিতি মোকাবিলায় প্রয়োজনীয় ব্যবস্থা গ্রহণের কথা জানিয়েছে। স্থানীয় প্রশাসন ক্ষতিগ্রস্তদের সহায়তায় কাজ করছে। রাজধানীসহ দেশের বিভিন্ন স্থানে টানা বৃষ্টিতে জনজীবন বিপর্যস্ত হয়ে পড়েছে। নিম্নাঞ্চল প্লাবিত হওয়ায় মানুষের দুর্ভোগ বেড়েছে। সংশ্লিষ্ট কর্তৃপক্ষ পরিস্থিতি মোকাবিলায় প্রয়োজনীয় ব্যবস্থা গ্রহণের কথা জানিয়েছে। স্থানীয় প্রশাসন ক্ষতিগ্রস্তদের সহায়তায় কাজ করছে। রাজধানীসহ দেশের বিভিন্ন স্থানে টানা বৃষ্টিতে জনজীবন বিপর্যস্ত হয়ে পড়েছে। নিম্নাঞ্চল প্লাবিত হওয়ায় মানুষের দুর্ভোগ বেড়েছে। সংশ্লিষ্ট কর্তৃপক্ষ পরিস্থিতি মোকাবিলায় প্রয়োজনীয় ব্যবস্থা গ্রহণের কথা জানিয়েছে। স্থানীয় প্রশাসন ক্ষতিগ্রস্তদের সহায়তায় কাজ করছে। রাজধানীসহ দেশের বিভিন্ন স্থানে টানা বৃষ্টিতে জনজীবন বিপর্যস্ত হয়ে পড়েছে। নিম্নাঞ্চল প্লাবিত হওয়ায় মানুষের দুর্ভোগ বেড়েছে। সংশ্লিষ্ট কর্তৃপক্ষ পরিস্থিতি মোকাবিলায় প্রয়োজনীয় ব্যবস্থা গ্রহণের কথা জানিয়েছে। স্থানীয় প্রশাসন ক্ষতিগ্রস্তদের সহায়তায় কাজ করছে। রাজধানীসহ দেশের বিভিন্ন স্থানে টানা বৃষ্টিতে জনজীবন বিপর্যস্ত হয়ে পড়েছে। নিম্নাঞ্চল প্লাবিত হওয়ায় মানুষের দুর্ভোগ বেড়েছে। সংশ্লিষ্ট কর্তৃপক্ষ পরিস্থিতি মোকাবিলায় প্রয়োজনীয় ব্যবস্থা গ্রহণের কথা জানিয়েছে। স্থানীয় প্রশাসন ক্ষতিগ্রস্তদের সহায়তায় কাজ করছে। রাজধানীসহ দেশের বিভিন্ন স্থানে টানা বৃষ্টিতে জনজীবন বিপর্যস্ত হয়ে পড়েছে। নিম্নাঞ্চল প্লাবিত হওয়ায় মানুষের দুর্ভোগ বেড়েছে। সংশ্লিষ্ট কর্তৃপক্ষ পরিস্থিতি মোকাবিলায় প্রয়োজনীয় ব্যবস্থা গ্রহণের কথা জানিয়েছে। স্থানীয় প্রশাসন ক্ষতিগ্রস্তদের সহায়তায় কাজ করছে। <box>321 118 578 839</box>
column-divider <box>316 118 317 1454</box>
article-war <box>321 845 578 1054</box>
section-title: খবর <box>482 88 516 109</box>
newspaper-logo <box>848 82 953 109</box>
article-body-continued: রাজধানীসহ দেশের বিভিন্ন স্থানে টানা বৃষ্টিতে জনজীবন বিপর্যস্ত হয়ে পড়েছে। নিম্নাঞ্চল প্লাবিত হওয়ায় মানুষের দুর্ভোগ বেড়েছে। সংশ্লিষ্ট কর্তৃপক্ষ পরিস্থিতি মোকাবিলায় প্রয়োজনীয় ব্যবস্থা গ্রহণের কথা জানিয়েছে। স্থানীয় প্রশাসন ক্ষতিগ্রস্তদের সহায়তায় কাজ করছে। রাজধানীসহ দেশের বিভিন্ন স্থানে টানা বৃষ্টিতে জনজীবন বিপর্যস্ত হয়ে পড়েছে। নিম্নাঞ্চল প্লাবিত হওয়ায় মানুষের দুর্ভোগ বেড়েছে। সংশ্লিষ্ট কর্তৃপক্ষ পরিস্থিতি মোকাবিলায় প্রয়োজনীয় ব্যবস্থা গ্রহণের কথা জানিয়েছে। স্থানীয় প্রশাসন ক্ষতিগ্রস্তদের সহায়তায় কাজ করছে। <box>587 517 844 578</box>
article-weather <box>53 119 312 422</box>
article-body: পাকিস্তানকে চার টুকরো করতে বাংলাদেশ প্রস্তুত বলে মন্তব্য করেছেন সাবেক কর্মকর্তা। <box>853 141 1014 160</box>
article-body-continued: রাজধানীসহ দেশের বিভিন্ন স্থানে টানা বৃষ্টিতে জনজীবন বিপর্যস্ত হয়ে পড়েছে। নিম্নাঞ্চল প্লাবিত হওয়ায় মানুষের দুর্ভোগ বেড়েছে। সংশ্লিষ্ট কর্তৃপক্ষ পরিস্থিতি মোকাবিলায় প্রয়োজনীয় ব্যবস্থা গ্রহণের কথা জানিয়েছে। স্থানীয় প্রশাসন ক্ষতিগ্রস্তদের সহায়তায় কাজ করছে। রাজধানীসহ দেশের বিভিন্ন স্থানে টানা বৃষ্টিতে জনজীবন বিপর্যস্ত হয়ে পড়েছে। নিম্নাঞ্চল প্লাবিত হওয়ায় মানুষের দুর্ভোগ বেড়েছে। সংশ্লিষ্ট কর্তৃপক্ষ পরিস্থিতি মোকাবিলায় প্রয়োজনীয় ব্যবস্থা গ্রহণের কথা জানিয়েছে। স্থানীয় প্রশাসন ক্ষতিগ্রস্তদের সহায়তায় কাজ করছে। রাজধানীসহ দেশের বিভিন্ন স্থানে টানা বৃষ্টিতে জনজীবন বিপর্যস্ত হয়ে পড়েছে। নিম্নাঞ্চল প্লাবিত হওয়ায় মানুষের দুর্ভোগ বেড়েছে। সংশ্লিষ্ট কর্তৃপক্ষ পরিস্থিতি মোকাবিলায় প্রয়োজনীয় ব্যবস্থা গ্রহণের কথা জানিয়েছে। স্থানীয় প্রশাসন ক্ষতিগ্রস্তদের সহায়তায় কাজ করছে। রাজধানীসহ দেশের বিভিন্ন স্থানে টানা বৃষ্টিতে জনজীবন বিপর্যস্ত হয়ে পড়েছে। নিম্নাঞ্চল প্লাবিত হওয়ায় মানুষের দুর্ভোগ বেড়েছে। সংশ্লিষ্ট কর্তৃপক্ষ পরিস্থিতি মোকাবিলায় প্রয়োজনীয় ব্যবস্থা গ্রহণের কথা জানিয়েছে। স্থানীয় প্রশাসন ক্ষতিগ্রস্তদের সহায়তায় কাজ করছে। রাজধানীসহ দেশের বিভিন্ন স্থানে টানা বৃষ্টিতে জনজীবন বিপর্যস্ত হয়ে পড়েছে। নিম্নাঞ্চল প্লাবিত হওয়ায় মানুষের দুর্ভোগ বেড়েছে। সংশ্লিষ্ট কর্তৃপক্ষ পরিস্থিতি মোকাবিলায় প্রয়োজনীয় ব্যবস্থা গ্রহণের কথা জানিয়েছে। স্থানীয় প্রশাসন ক্ষতিগ্রস্তদের সহায়তায় কাজ করছে। রাজধানীসহ দেশের বিভিন্ন স্থানে টানা বৃষ্টিতে জনজীবন বিপর্যস্ত হয়ে পড়েছে। নিম্নাঞ্চল প্লাবিত হওয়ায় মানুষের দুর্ভোগ বেড়েছে। সংশ্লিষ্ট কর্তৃপক্ষ পরিস্থিতি মোকাবিলায় প্রয়োজনীয় ব্যবস্থা গ্রহণের কথা জানিয়েছে। স্থানীয় প্রশাসন ক্ষতিগ্রস্তদের সহায়তায় কাজ করছে। রাজধানীসহ দেশের বিভিন্ন স্থানে টানা বৃষ্টিতে জনজীবন বিপর্যস্ত হয়ে পড়েছে। নিম্নাঞ্চল প্লাবিত হওয়ায় মানুষের দুর্ভোগ বেড়েছে। সংশ্লিষ্ট কর্তৃপক্ষ পরিস্থিতি মোকাবিলায় প্রয়োজনীয় ব্যবস্থা গ্রহণের কথা জানিয়েছে। স্থানীয় প্রশাসন ক্ষতিগ্রস্তদের সহায়তায় কাজ করছে। রাজধানীসহ দেশের বিভিন্ন স্থানে টানা বৃষ্টিতে জনজীবন বিপর্যস্ত হয়ে পড়েছে। নিম্নাঞ্চল প্লাবিত হওয়ায় মানুষের দুর্ভোগ বেড়েছে। সংশ্লিষ্ট কর্তৃপক্ষ পরিস্থিতি মোকাবিলায় প্রয়োজনীয় ব্যবস্থা গ্রহণের কথা জানিয়েছে। স্থানীয় প্রশাসন ক্ষতিগ্রস্তদের সহায়তায় কাজ করছে। রাজধানীসহ দেশের বিভিন্ন স্থানে টানা বৃষ্টিতে জনজীবন বিপর্যস্ত হয়ে পড়েছে। নিম্নাঞ্চল প্লাবিত হওয়ায় মানুষের দুর্ভোগ বেড়েছে। সংশ্লিষ্ট কর্তৃপক্ষ পরিস্থিতি মোকাবিলায় প্রয়োজনীয় ব্যবস্থা গ্রহণের কথা জানিয়েছে। স্থানীয় প্রশাসন ক্ষতিগ্রস্তদের সহায়তায় কাজ করছে। রাজধানীসহ দেশের বিভিন্ন স্থানে টানা বৃষ্টিতে জনজীবন বিপর্যস্ত হয়ে পড়েছে। নিম্নাঞ্চল প্লাবিত হওয়ায় মানুষের দুর্ভোগ বেড়েছে। সংশ্লিষ্ট কর্তৃপক্ষ পরিস্থিতি মোকাবিলায় প্রয়োজনীয় ব্যবস্থা গ্রহণের কথা জানিয়েছে। স্থানীয় প্রশাসন ক্ষতিগ্রস্তদের সহায়তায় কাজ করছে। রাজধানীসহ দেশের বিভিন্ন স্থানে টানা বৃষ্টিতে জনজীবন বিপর্যস্ত হয়ে পড়েছে। নিম্নাঞ্চল প্লাবিত হওয়ায় মানুষের দুর্ভোগ বেড়েছে। সংশ্লিষ্ট কর্তৃপক্ষ পরিস্থিতি মোকাবিলায় প্রয়োজনীয় ব্যবস্থা গ্রহণের কথা জানিয়েছে। স্থানীয় প্রশাসন ক্ষতিগ্রস্তদের সহায়তায় কাজ করছে। রাজধানীসহ দেশের বিভিন্ন স্থানে টানা বৃষ্টিতে জনজীবন বিপর্যস্ত হয়ে পড়েছে। নিম্নাঞ্চল প্লাবিত হওয়ায় মানুষের দুর্ভোগ বেড়েছে। সংশ্লিষ্ট কর্তৃপক্ষ পরিস্থিতি মোকাবিলায় প্রয়োজনীয় ব্যবস্থা গ্রহণের কথা জানিয়েছে। স্থানীয় প্রশাসন ক্ষতিগ্রস্তদের সহায়তায় কাজ করছে। রাজধানীসহ দেশের বিভিন্ন স্থানে টানা বৃষ্টিতে জনজীবন বিপর্যস্ত হয়ে পড়েছে। নিম্নাঞ্চল প্লাবিত হওয়ায় মানুষের দুর্ভোগ বেড়েছে। সংশ্লিষ্ট কর্তৃপক্ষ পরিস্থিতি মোকাবিলায় প্রয়োজনীয় ব্যবস্থা গ্রহণের কথা জানিয়েছে। স্থানীয় প্রশাসন ক্ষতিগ্রস্তদের সহায়তায় কাজ করছে। রাজধানীসহ দেশের বিভিন্ন স্থানে টানা বৃষ্টিতে জনজীবন বিপর্যস্ত হয়ে পড়েছে। নিম্নাঞ্চল প্লাবিত হওয়ায় মানুষের দুর্ভোগ বেড়েছে। সংশ্লিষ্ট কর্তৃপক্ষ পরিস্থিতি মোকাবিলায় প্রয়োজনীয় ব্যবস্থা গ্রহণের কথা জানিয়েছে। স্থানীয় প্রশাসন ক্ষতিগ্রস্তদের সহায়তায় কাজ করছে। রাজধানীসহ দেশের বিভিন্ন স্থানে টানা বৃষ্টিতে জনজীবন বিপর্যস্ত হয়ে পড়েছে। নিম্নাঞ্চল প্লাবিত হওয়ায় মানুষের দুর্ভোগ বেড়েছে। সংশ্লিষ্ট কর্তৃপক্ষ পরিস্থিতি মোকাবিলায় প্রয়োজনীয় ব্যবস্থা গ্রহণের কথা জানিয়েছে। স্থানীয় প্রশাসন ক্ষতিগ্রস্তদের সহায়তায় কাজ করছে। রাজধানীসহ দেশের বিভিন্ন স্থানে টানা বৃষ্টিতে জনজীবন বিপর্যস্ত হয়ে পড়েছে। নিম্নাঞ্চল প্লাবিত হওয়ায় মানুষের দুর্ভোগ বেড়েছে। সংশ্লিষ্ট কর্তৃপক্ষ পরিস্থিতি মোকাবিলায় প্রয়োজনীয় ব্যবস্থা গ্রহণের কথা জানিয়েছে। স্থানীয় প্রশাসন ক্ষতিগ্রস্তদের সহায়তায় কাজ করছে। রাজধানীসহ দেশের বিভিন্ন স্থানে টানা বৃষ্টিতে জনজীবন বিপর্যস্ত হয়ে পড়েছে। নিম্নাঞ্চল প্লাবিত হওয়ায় মানুষের দুর্ভোগ বেড়েছে। সংশ্লিষ্ট কর্তৃপক্ষ পরিস্থিতি মোকাবিলায় প্রয়োজনীয় ব্যবস্থা গ্রহণের কথা জানিয়েছে। স্থানীয় প্রশাসন ক্ষতিগ্রস্তদের সহায়তায় কাজ করছে। রাজধানীসহ দেশের বিভিন্ন স্থানে টানা বৃষ্টিতে জনজীবন বিপর্যস্ত হয়ে পড়েছে। নিম্নাঞ্চল প্লাবিত হওয়ায় মানুষের দুর্ভোগ বেড়েছে। সংশ্লিষ্ট কর্তৃপক্ষ পরিস্থিতি মোকাবিলায় প্রয়োজনীয় ব্যবস্থা গ্রহণের কথা জানিয়েছে। স্থানীয় প্রশাসন ক্ষতিগ্রস্তদের সহায়তায় কাজ করছে। রাজধানীসহ দেশের বিভিন্ন স্থানে টানা বৃষ্টিতে জনজীবন বিপর্যস্ত হয়ে পড়েছে। নিম্নাঞ্চল প্লাবিত হওয়ায় মানুষের দুর্ভোগ বেড়েছে। সংশ্লিষ্ট কর্তৃপক্ষ পরিস্থিতি মোকাবিলায় প্রয়োজনীয় ব্যবস্থা গ্রহণের কথা জানিয়েছে। স্থানীয় প্রশাসন ক্ষতিগ্রস্তদের সহায়তায় কাজ করছে। রাজধানীসহ দেশের বিভিন্ন স্থানে টানা বৃষ্টিতে জনজীবন বিপর্যস্ত হয়ে পড়েছে। নিম্নাঞ্চল প্লাবিত হওয়ায় মানুষের দুর্ভোগ বেড়েছে। সংশ্লিষ্ট কর্তৃপক্ষ পরিস্থিতি মোকাবিলায় প্রয়োজনীয় ব্যবস্থা গ্রহণের কথা জানিয়েছে। স্থানীয় প্রশাসন ক্ষতিগ্রস্তদের সহায়তায় কাজ করছে। রাজধানীসহ দেশের বিভিন্ন স্থানে টানা বৃষ্টিতে জনজীবন বিপর্যস্ত হয়ে পড়েছে। নিম্নাঞ্চল প্লাবিত হওয়ায় মানুষের দুর্ভোগ বেড়েছে। সংশ্লিষ্ট কর্তৃপক্ষ পরিস্থিতি মোকাবিলায় প্রয়োজনীয় ব্যবস্থা গ্রহণের কথা জানিয়েছে। স্থানীয় প্রশাসন ক্ষতিগ্রস্তদের সহায়তায় কাজ করছে। রাজধানীসহ দেশের বিভিন্ন স্থানে টানা বৃষ্টিতে জনজীবন বিপর্যস্ত হয়ে পড়েছে। নিম্নাঞ্চল প্লাবিত হওয়ায় মানুষের দুর্ভোগ বেড়েছে। সংশ্লিষ্ট কর্তৃপক্ষ পরিস্থিতি মোকাবিলায় প্রয়োজনীয় ব্যবস্থা গ্রহণের কথা জানিয়েছে। স্থানীয় প্রশাসন ক্ষতিগ্রস্তদের সহায়তায় কাজ করছে। রাজধানীসহ দেশের বিভিন্ন স্থানে টানা বৃষ্টিতে জনজীবন বিপর্যস্ত হয়ে পড়েছে। নিম্নাঞ্চল প্লাবিত হওয়ায় মানুষের দুর্ভোগ বেড়েছে। সংশ্লিষ্ট কর্তৃপক্ষ পরিস্থিতি মোকাবিলায় প্রয়োজনীয় ব্যবস্থা গ্রহণের কথা জানিয়েছে। স্থানীয় প্রশাসন ক্ষতিগ্রস্তদের সহায়তায় কাজ করছে। রাজধানীসহ দেশের বিভিন্ন স্থানে টানা বৃষ্টিতে জনজীবন বিপর্যস্ত হয়ে পড়েছে। নিম্নাঞ্চল প্লাবিত হওয়ায় মানুষের দুর্ভোগ বেড়েছে। সংশ্লিষ্ট কর্তৃপক্ষ পরিস্থিতি মোকাবিলায় প্রয়োজনীয় ব্যবস্থা গ্রহণের কথা জানিয়েছে। স্থানীয় প্রশাসন ক্ষতিগ্রস্তদের সহায়তায় কাজ করছে। রাজধানীসহ দেশের বিভিন্ন স্থানে টানা বৃষ্টিতে জনজীবন বিপর্যস্ত হয়ে পড়েছে। নিম্নাঞ্চল প্লাবিত হওয়ায় মানুষের দুর্ভোগ বেড়েছে। সংশ্লিষ্ট কর্তৃপক্ষ পরিস্থিতি মোকাবিলায় প্রয়োজনীয় ব্যবস্থা গ্রহণের কথা জানিয়েছে। স্থানীয় প্রশাসন ক্ষতিগ্রস্তদের সহায়তায় কাজ করছে। রাজধানীসহ দেশের বিভিন্ন স্থানে টানা বৃষ্টিতে জনজীবন বিপর্যস্ত হয়ে পড়েছে। নিম্নাঞ্চল প্লাবিত হওয়ায় মানুষের দুর্ভোগ বেড়েছে। সংশ্লিষ্ট কর্তৃপক্ষ পরিস্থিতি মোকাবিলায় প্রয়োজনীয় ব্যবস্থা গ্রহণের কথা জানিয়েছে। স্থানীয় প্রশাসন ক্ষতিগ্রস্তদের সহায়তায় কাজ করছে। রাজধানীসহ দেশের বিভিন্ন স্থানে টানা বৃষ্টিতে জনজীবন বিপর্যস্ত হয়ে পড়েছে। নিম্নাঞ্চল প্লাবিত হওয়ায় মানুষের দুর্ভোগ বেড়েছে। সংশ্লিষ্ট কর্তৃপক্ষ পরিস্থিতি মোকাবিলায় প্রয়োজনীয় ব্যবস্থা গ্রহণের কথা জানিয়েছে। স্থানীয় প্রশাসন ক্ষতিগ্রস্তদের সহায়তায় কাজ করছে। রাজধানীসহ দেশের বিভিন্ন স্থানে টানা বৃষ্টিতে জনজীবন বিপর্যস্ত হয়ে পড়েছে। নিম্নাঞ্চল প্লাবিত হওয়ায় মানুষের দুর্ভোগ বেড়েছে। সংশ্লিষ্ট কর্তৃপক্ষ পরিস্থিতি মোকাবিলায় প্রয়োজনীয় ব্যবস্থা গ্রহণের কথা জানিয়েছে। স্থানীয় প্রশাসন ক্ষতিগ্রস্তদের সহায়তায় কাজ করছে। রাজধানীসহ দেশের বিভিন্ন স্থানে টানা বৃষ্টিতে জনজীবন বিপর্যস্ত হয়ে পড়েছে। নিম্নাঞ্চল প্লাবিত হওয়ায় মানুষের দুর্ভোগ বেড়েছে। সংশ্লিষ্ট কর্তৃপক্ষ পরিস্থিতি মোকাবিলায় প্রয়োজনীয় ব্যবস্থা গ্রহণের কথা জানিয়েছে। স্থানীয় প্রশাসন ক্ষতিগ্রস্তদের সহায়তায় কাজ করছে। রাজধানীসহ দেশের বিভিন্ন স্থানে টানা বৃষ্টিতে জনজীবন বিপর্যস্ত হয়ে পড়েছে। নিম্নাঞ্চল প্লাবিত হওয়ায় মানুষের দুর্ভোগ বেড়েছে। সংশ্লিষ্ট কর্তৃপক্ষ পরিস্থিতি মোকাবিলায় প্রয়োজনীয় ব্যবস্থা গ্রহণের কথা জানিয়েছে। স্থানীয় প্রশাসন ক্ষতিগ্রস্তদের সহায়তায় কাজ করছে। <box>53 505 312 1447</box>
dateline: ঢাকা, শনিবার ৩১ মে ২০২৫, ১৭ জ্যৈষ্ঠ ১৪৩২ <box>53 103 197 112</box>
article-body: এবারও ঈদের আগে চামড়ার বাজারে নানা শঙ্কা দেখা দিয়েছে। বৈরী আবহাওয়ার কারণে দেশের বিভিন্ন এলাকায় পশুর হাটে ক্রেতার উপস্থিতি কমে গেছে বলে জানিয়েছেন বিক্রেতারা। টানা বৃষ্টি ও ঝোড়ো হাওয়ার কারণে অনেক হাটে কাদা জমে গেছে, ফলে ক্রেতা-বিক্রেতা উভয়কেই ভোগান্তিতে পড়তে হচ্ছে। গবাদিপশুর খামারিরা বলছেন, আবহাওয়া স্বাভাবিক না হলে এবার তাদের লোকসান গুনতে হতে পারে। ব্যবসায়ীরা জানিয়েছেন, সড়ক যোগাযোগ ব্যাহত হওয়ায় পশু পরিবহনেও সমস্যা হচ্ছে। <box>53 141 312 203</box>
article-body-continued: রাজধানীসহ দেশের বিভিন্ন স্থানে টানা বৃষ্টিতে জনজীবন বিপর্যস্ত হয়ে পড়েছে। নিম্নাঞ্চল প্লাবিত হওয়ায় মানুষের দুর্ভোগ বেড়েছে। সংশ্লিষ্ট কর্তৃপক্ষ পরিস্থিতি মোকাবিলায় প্রয়োজনীয় ব্যবস্থা গ্রহণের কথা জানিয়েছে। স্থানীয় প্রশাসন ক্ষতিগ্রস্তদের সহায়তায় কাজ করছে। রাজধানীসহ দেশের বিভিন্ন স্থানে টানা বৃষ্টিতে জনজীবন বিপর্যস্ত হয়ে পড়েছে। নিম্নাঞ্চল প্লাবিত হওয়ায় মানুষের দুর্ভোগ বেড়েছে। সংশ্লিষ্ট কর্তৃপক্ষ পরিস্থিতি মোকাবিলায় প্রয়োজনীয় ব্যবস্থা গ্রহণের কথা জানিয়েছে। স্থানীয় প্রশাসন ক্ষতিগ্রস্তদের সহায়তায় কাজ করছে। রাজধানীসহ দেশের বিভিন্ন স্থানে টানা বৃষ্টিতে জনজীবন বিপর্যস্ত হয়ে পড়েছে। নিম্নাঞ্চল প্লাবিত হওয়ায় মানুষের দুর্ভোগ বেড়েছে। সংশ্লিষ্ট কর্তৃপক্ষ পরিস্থিতি মোকাবিলায় প্রয়োজনীয় ব্যবস্থা গ্রহণের কথা জানিয়েছে। স্থানীয় প্রশাসন ক্ষতিগ্রস্তদের সহায়তায় কাজ করছে। রাজধানীসহ দেশের বিভিন্ন স্থানে টানা বৃষ্টিতে জনজীবন বিপর্যস্ত হয়ে পড়েছে। নিম্নাঞ্চল প্লাবিত হওয়ায় মানুষের দুর্ভোগ বেড়েছে। সংশ্লিষ্ট কর্তৃপক্ষ পরিস্থিতি মোকাবিলায় প্রয়োজনীয় ব্যবস্থা গ্রহণের কথা জানিয়েছে। স্থানীয় প্রশাসন ক্ষতিগ্রস্তদের সহায়তায় কাজ করছে। রাজধানীসহ দেশের বিভিন্ন স্থানে টানা বৃষ্টিতে জনজীবন বিপর্যস্ত হয়ে পড়েছে। নিম্নাঞ্চল প্লাবিত হওয়ায় মানুষের দুর্ভোগ বেড়েছে। সংশ্লিষ্ট কর্তৃপক্ষ পরিস্থিতি মোকাবিলায় প্রয়োজনীয় ব্যবস্থা গ্রহণের কথা জানিয়েছে। স্থানীয় প্রশাসন ক্ষতিগ্রস্তদের সহায়তায় কাজ করছে। রাজধানীসহ দেশের বিভিন্ন স্থানে টানা বৃষ্টিতে জনজীবন বিপর্যস্ত হয়ে পড়েছে। নিম্নাঞ্চল প্লাবিত হওয়ায় মানুষের দুর্ভোগ বেড়েছে। সংশ্লিষ্ট কর্তৃপক্ষ পরিস্থিতি মোকাবিলায় প্রয়োজনীয় ব্যবস্থা গ্রহণের কথা জানিয়েছে। স্থানীয় প্রশাসন ক্ষতিগ্রস্তদের সহায়তায় কাজ করছে। রাজধানীসহ দেশের বিভিন্ন স্থানে টানা বৃষ্টিতে জনজীবন বিপর্যস্ত হয়ে পড়েছে। নিম্নাঞ্চল প্লাবিত হওয়ায় মানুষের দুর্ভোগ বেড়েছে। সংশ্লিষ্ট কর্তৃপক্ষ পরিস্থিতি মোকাবিলায় প্রয়োজনীয় ব্যবস্থা গ্রহণের কথা জানিয়েছে। স্থানীয় প্রশাসন ক্ষতিগ্রস্তদের সহায়তায় কাজ করছে। <box>53 203 312 422</box>
article-headline: বিশ্বজুড়ে জনপ্রিয় ডিজিটাল <box>644 1009 787 1025</box>
article-headline: আমরা একটি নির্বাচিত <box>658 474 773 490</box>
article-headline: ট্রাম্পের শুল্কনীতি আটকে <box>868 916 1000 932</box>
column-divider <box>848 118 849 1454</box>
column-3 <box>587 118 844 1454</box>
article-headline: বৃষ্টি-জোয়ারে প্লাবিত <box>130 435 236 451</box>
article-headline: দেশকে একটি যুদ্ধাবস্থার <box>390 851 510 868</box>
article-body: ছয় মাসে ৭৭০ জনকে ফেরত পাঠানো হয়েছে বলে জানিয়েছে কর্তৃপক্ষ। <box>853 1567 1014 1587</box>
article-headline: ঝড়-বৃষ্টির ঝাপটা রেলপথে <box>381 1059 518 1075</box>
article-body-continued: রাজধানীসহ দেশের বিভিন্ন স্থানে টানা বৃষ্টিতে জনজীবন বিপর্যস্ত হয়ে পড়েছে। নিম্নাঞ্চল প্লাবিত হওয়ায় মানুষের দুর্ভোগ বেড়েছে। সংশ্লিষ্ট কর্তৃপক্ষ পরিস্থিতি মোকাবিলায় প্রয়োজনীয় ব্যবস্থা গ্রহণের কথা জানিয়েছে। স্থানীয় প্রশাসন ক্ষতিগ্রস্তদের সহায়তায় কাজ করছে। <box>587 1041 844 1072</box>
article-body: বাগেরহাটে ১২০ টাকায় বিক্রি হচ্ছে বলে জানিয়েছেন স্থানীয় ব্যবসায়ীরা। <box>587 1241 785 1250</box>
article-elected <box>587 469 844 584</box>
article-usa <box>587 840 844 997</box>
article-eid-market <box>587 1081 844 1206</box>
column-1 <box>53 118 312 1454</box>
article-delhi <box>853 565 1014 910</box>
article-headline: ছয় মাসে ৭৭০ জনকে <box>877 1545 990 1562</box>
article-bagerhat <box>587 1213 844 1349</box>
article-six-months <box>853 1540 1014 2576</box>
article-body: অতিবৃষ্টি, জোয়ার ও পাহাড়ি ঢলের কারণে দেশের উপকূলীয় ও নিম্নাঞ্চলের বিভিন্ন এলাকা প্লাবিত হয়েছে। আবহাওয়া অধিদপ্তর জানিয়েছে, গভীর নিম্নচাপের প্রভাবে সমুদ্র উত্তাল রয়েছে এবং উপকূলীয় এলাকায় স্বাভাবিকের চেয়ে বেশি উচ্চতার জোয়ার দেখা দিয়েছে। <box>53 457 312 487</box>
article-headline: ডিসেম্বরের মধ্যে নির্বাচন <box>654 736 778 753</box>
article-digital <box>587 1004 844 1077</box>
article-body: যুক্তরাষ্ট্র থেকে ১০৮০ জনকে ফেরত পাঠানো হয়েছে বলে জানা গেছে। <box>587 861 780 870</box>
article-headline: পাকিস্তানে ঝড়-বৃষ্টিতে <box>659 588 772 604</box>
article-trump <box>853 916 1014 1533</box>
column-4 <box>853 118 1014 2572</box>
article-body-continued: রাজধানীসহ দেশের বিভিন্ন স্থানে টানা বৃষ্টিতে জনজীবন বিপর্যস্ত হয়ে পড়েছে। নিম্নাঞ্চল প্লাবিত হওয়ায় মানুষের দুর্ভোগ বেড়েছে। সংশ্লিষ্ট কর্তৃপক্ষ পরিস্থিতি মোকাবিলায় প্রয়োজনীয় ব্যবস্থা গ্রহণের কথা জানিয়েছে। স্থানীয় প্রশাসন ক্ষতিগ্রস্তদের সহায়তায় কাজ করছে। রাজধানীসহ দেশের বিভিন্ন স্থানে টানা বৃষ্টিতে জনজীবন বিপর্যস্ত হয়ে পড়েছে। নিম্নাঞ্চল প্লাবিত হওয়ায় মানুষের দুর্ভোগ বেড়েছে। সংশ্লিষ্ট কর্তৃপক্ষ পরিস্থিতি মোকাবিলায় প্রয়োজনীয় ব্যবস্থা গ্রহণের কথা জানিয়েছে। স্থানীয় প্রশাসন ক্ষতিগ্রস্তদের সহায়তায় কাজ করছে। রাজধানীসহ দেশের বিভিন্ন স্থানে টানা বৃষ্টিতে জনজীবন বিপর্যস্ত হয়ে পড়েছে। নিম্নাঞ্চল প্লাবিত হওয়ায় মানুষের দুর্ভোগ বেড়েছে। সংশ্লিষ্ট কর্তৃপক্ষ পরিস্থিতি মোকাবিলায় প্রয়োজনীয় ব্যবস্থা গ্রহণের কথা জানিয়েছে। স্থানীয় প্রশাসন ক্ষতিগ্রস্তদের সহায়তায় কাজ করছে। <box>587 630 844 723</box>
article-headline: দিল্লির কোনো প্রেসক্রিপশন <box>865 571 1002 588</box>
article-pakistan-storm <box>587 588 844 723</box>
logo-tag: দৈনিক <box>850 84 864 90</box>
article-body-continued: রাজধানীসহ দেশের বিভিন্ন স্থানে টানা বৃষ্টিতে জনজীবন বিপর্যস্ত হয়ে পড়েছে। নিম্নাঞ্চল প্লাবিত হওয়ায় মানুষের দুর্ভোগ বেড়েছে। সংশ্লিষ্ট কর্তৃপক্ষ পরিস্থিতি মোকাবিলায় প্রয়োজনীয় ব্যবস্থা গ্রহণের কথা জানিয়েছে। স্থানীয় প্রশাসন ক্ষতিগ্রস্তদের সহায়তায় কাজ করছে। রাজধানীসহ দেশের বিভিন্ন স্থানে টানা বৃষ্টিতে জনজীবন বিপর্যস্ত হয়ে পড়েছে। নিম্নাঞ্চল প্লাবিত হওয়ায় মানুষের দুর্ভোগ বেড়েছে। সংশ্লিষ্ট কর্তৃপক্ষ পরিস্থিতি মোকাবিলায় প্রয়োজনীয় ব্যবস্থা গ্রহণের কথা জানিয়েছে। স্থানীয় প্রশাসন ক্ষতিগ্রস্তদের সহায়তায় কাজ করছে। রাজধানীসহ দেশের বিভিন্ন স্থানে টানা বৃষ্টিতে জনজীবন বিপর্যস্ত হয়ে পড়েছে। নিম্নাঞ্চল প্লাবিত হওয়ায় মানুষের দুর্ভোগ বেড়েছে। সংশ্লিষ্ট কর্তৃপক্ষ পরিস্থিতি মোকাবিলায় প্রয়োজনীয় ব্যবস্থা গ্রহণের কথা জানিয়েছে। স্থানীয় প্রশাসন ক্ষতিগ্রস্তদের সহায়তায় কাজ করছে। রাজধানীসহ দেশের বিভিন্ন স্থানে টানা বৃষ্টিতে জনজীবন বিপর্যস্ত হয়ে পড়েছে। নিম্নাঞ্চল প্লাবিত হওয়ায় মানুষের দুর্ভোগ বেড়েছে। সংশ্লিষ্ট কর্তৃপক্ষ পরিস্থিতি মোকাবিলায় প্রয়োজনীয় ব্যবস্থা গ্রহণের কথা জানিয়েছে। স্থানীয় প্রশাসন ক্ষতিগ্রস্তদের সহায়তায় কাজ করছে। রাজধানীসহ দেশের বিভিন্ন স্থানে টানা বৃষ্টিতে জনজীবন বিপর্যস্ত হয়ে পড়েছে। নিম্নাঞ্চল প্লাবিত হওয়ায় মানুষের দুর্ভোগ বেড়েছে। সংশ্লিষ্ট কর্তৃপক্ষ পরিস্থিতি মোকাবিলায় প্রয়োজনীয় ব্যবস্থা গ্রহণের কথা জানিয়েছে। স্থানীয় প্রশাসন ক্ষতিগ্রস্তদের সহায়তায় কাজ করছে। রাজধানীসহ দেশের বিভিন্ন স্থানে টানা বৃষ্টিতে জনজীবন বিপর্যস্ত হয়ে পড়েছে। নিম্নাঞ্চল প্লাবিত হওয়ায় মানুষের দুর্ভোগ বেড়েছে। সংশ্লিষ্ট কর্তৃপক্ষ পরিস্থিতি মোকাবিলায় প্রয়োজনীয় ব্যবস্থা গ্রহণের কথা জানিয়েছে। স্থানীয় প্রশাসন ক্ষতিগ্রস্তদের সহায়তায় কাজ করছে। রাজধানীসহ দেশের বিভিন্ন স্থানে টানা বৃষ্টিতে জনজীবন বিপর্যস্ত হয়ে পড়েছে। নিম্নাঞ্চল প্লাবিত হওয়ায় মানুষের দুর্ভোগ বেড়েছে। সংশ্লিষ্ট কর্তৃপক্ষ পরিস্থিতি মোকাবিলায় প্রয়োজনীয় ব্যবস্থা গ্রহণের কথা জানিয়েছে। স্থানীয় প্রশাসন ক্ষতিগ্রস্তদের সহায়তায় কাজ করছে। রাজধানীসহ দেশের বিভিন্ন স্থানে টানা বৃষ্টিতে জনজীবন বিপর্যস্ত হয়ে পড়েছে। নিম্নাঞ্চল প্লাবিত হওয়ায় মানুষের দুর্ভোগ বেড়েছে। সংশ্লিষ্ট কর্তৃপক্ষ পরিস্থিতি মোকাবিলায় প্রয়োজনীয় ব্যবস্থা গ্রহণের কথা জানিয়েছে। স্থানীয় প্রশাসন ক্ষতিগ্রস্তদের সহায়তায় কাজ করছে। <box>853 161 1014 558</box>
divider <box>53 429 312 430</box>
article-body: ঈদে হাট এলাকায় অতিরিক্ত নিরাপত্তা ব্যবস্থা গ্রহণ করা হয়েছে। <box>587 1103 760 1112</box>
article-headline: যুক্তরাষ্ট্র থেকে ১০৮০ <box>661 839 771 856</box>
article-body: সেনা সদস্যদের দেশকে একটি যুদ্ধাবস্থার দিকে ঠেলে দেওয়ার চেষ্টা চলছে বলে মন্তব্য করা হয়েছে। বক্তারা বলেন, দেশের সার্বভৌমত্ব ও স্বাধীনতা রক্ষায় সবাইকে ঐক্যবদ্ধ থাকতে হবে। <box>321 873 578 892</box>
article-body-continued: রাজধানীসহ দেশের বিভিন্ন স্থানে টানা বৃষ্টিতে জনজীবন বিপর্যস্ত হয়ে পড়েছে। নিম্নাঞ্চল প্লাবিত হওয়ায় মানুষের দুর্ভোগ বেড়েছে। সংশ্লিষ্ট কর্তৃপক্ষ পরিস্থিতি মোকাবিলায় প্রয়োজনীয় ব্যবস্থা গ্রহণের কথা জানিয়েছে। স্থানীয় প্রশাসন ক্ষতিগ্রস্তদের সহায়তায় কাজ করছে। রাজধানীসহ দেশের বিভিন্ন স্থানে টানা বৃষ্টিতে জনজীবন বিপর্যস্ত হয়ে পড়েছে। নিম্নাঞ্চল প্লাবিত হওয়ায় মানুষের দুর্ভোগ বেড়েছে। সংশ্লিষ্ট কর্তৃপক্ষ পরিস্থিতি মোকাবিলায় প্রয়োজনীয় ব্যবস্থা গ্রহণের কথা জানিয়েছে। স্থানীয় প্রশাসন ক্ষতিগ্রস্তদের সহায়তায় কাজ করছে। রাজধানীসহ দেশের বিভিন্ন স্থানে টানা বৃষ্টিতে জনজীবন বিপর্যস্ত হয়ে পড়েছে। নিম্নাঞ্চল প্লাবিত হওয়ায় মানুষের দুর্ভোগ বেড়েছে। সংশ্লিষ্ট কর্তৃপক্ষ পরিস্থিতি মোকাবিলায় প্রয়োজনীয় ব্যবস্থা গ্রহণের কথা জানিয়েছে। স্থানীয় প্রশাসন ক্ষতিগ্রস্তদের সহায়তায় কাজ করছে। রাজধানীসহ দেশের বিভিন্ন স্থানে টানা বৃষ্টিতে জনজীবন বিপর্যস্ত হয়ে পড়েছে। নিম্নাঞ্চল প্লাবিত হওয়ায় মানুষের দুর্ভোগ বেড়েছে। সংশ্লিষ্ট কর্তৃপক্ষ পরিস্থিতি মোকাবিলায় প্রয়োজনীয় ব্যবস্থা গ্রহণের কথা জানিয়েছে। স্থানীয় প্রশাসন ক্ষতিগ্রস্তদের সহায়তায় কাজ করছে। <box>587 872 844 996</box>
column-2 <box>321 118 578 1454</box>
article-flood <box>53 435 312 1447</box>
article-body-continued: রাজধানীসহ দেশের বিভিন্ন স্থানে টানা বৃষ্টিতে জনজীবন বিপর্যস্ত হয়ে পড়েছে। নিম্নাঞ্চল প্লাবিত হওয়ায় মানুষের দুর্ভোগ বেড়েছে। সংশ্লিষ্ট কর্তৃপক্ষ পরিস্থিতি মোকাবিলায় প্রয়োজনীয় ব্যবস্থা গ্রহণের কথা জানিয়েছে। স্থানীয় প্রশাসন ক্ষতিগ্রস্তদের সহায়তায় কাজ করছে। রাজধানীসহ দেশের বিভিন্ন স্থানে টানা বৃষ্টিতে জনজীবন বিপর্যস্ত হয়ে পড়েছে। নিম্নাঞ্চল প্লাবিত হওয়ায় মানুষের দুর্ভোগ বেড়েছে। সংশ্লিষ্ট কর্তৃপক্ষ পরিস্থিতি মোকাবিলায় প্রয়োজনীয় ব্যবস্থা গ্রহণের কথা জানিয়েছে। স্থানীয় প্রশাসন ক্ষতিগ্রস্তদের সহায়তায় কাজ করছে। রাজধানীসহ দেশের বিভিন্ন স্থানে টানা বৃষ্টিতে জনজীবন বিপর্যস্ত হয়ে পড়েছে। নিম্নাঞ্চল প্লাবিত হওয়ায় মানুষের দুর্ভোগ বেড়েছে। সংশ্লিষ্ট কর্তৃপক্ষ পরিস্থিতি মোকাবিলায় প্রয়োজনীয় ব্যবস্থা গ্রহণের কথা জানিয়েছে। স্থানীয় প্রশাসন ক্ষতিগ্রস্তদের সহায়তায় কাজ করছে। রাজধানীসহ দেশের বিভিন্ন স্থানে টানা বৃষ্টিতে জনজীবন বিপর্যস্ত হয়ে পড়েছে। নিম্নাঞ্চল প্লাবিত হওয়ায় মানুষের দুর্ভোগ বেড়েছে। সংশ্লিষ্ট কর্তৃপক্ষ পরিস্থিতি মোকাবিলায় প্রয়োজনীয় ব্যবস্থা গ্রহণের কথা জানিয়েছে। স্থানীয় প্রশাসন ক্ষতিগ্রস্তদের সহায়তায় কাজ করছে। রাজধানীসহ দেশের বিভিন্ন স্থানে টানা বৃষ্টিতে জনজীবন বিপর্যস্ত হয়ে পড়েছে। নিম্নাঞ্চল প্লাবিত হওয়ায় মানুষের দুর্ভোগ বেড়েছে। সংশ্লিষ্ট কর্তৃপক্ষ পরিস্থিতি মোকাবিলায় প্রয়োজনীয় ব্যবস্থা গ্রহণের কথা জানিয়েছে। স্থানীয় প্রশাসন ক্ষতিগ্রস্তদের সহায়তায় কাজ করছে। রাজধানীসহ দেশের বিভিন্ন স্থানে টানা বৃষ্টিতে জনজীবন বিপর্যস্ত হয়ে পড়েছে। নিম্নাঞ্চল প্লাবিত হওয়ায় মানুষের দুর্ভোগ বেড়েছে। সংশ্লিষ্ট কর্তৃপক্ষ পরিস্থিতি মোকাবিলায় প্রয়োজনীয় ব্যবস্থা গ্রহণের কথা জানিয়েছে। স্থানীয় প্রশাসন ক্ষতিগ্রস্তদের সহায়তায় কাজ করছে। রাজধানীসহ দেশের বিভিন্ন স্থানে টানা বৃষ্টিতে জনজীবন বিপর্যস্ত হয়ে পড়েছে। নিম্নাঞ্চল প্লাবিত হওয়ায় মানুষের দুর্ভোগ বেড়েছে। সংশ্লিষ্ট কর্তৃপক্ষ পরিস্থিতি মোকাবিলায় প্রয়োজনীয় ব্যবস্থা গ্রহণের কথা জানিয়েছে। স্থানীয় প্রশাসন ক্ষতিগ্রস্তদের সহায়তায় কাজ করছে। রাজধানীসহ দেশের বিভিন্ন স্থানে টানা বৃষ্টিতে জনজীবন বিপর্যস্ত হয়ে পড়েছে। নিম্নাঞ্চল প্লাবিত হওয়ায় মানুষের দুর্ভোগ বেড়েছে। সংশ্লিষ্ট কর্তৃপক্ষ পরিস্থিতি মোকাবিলায় প্রয়োজনীয় ব্যবস্থা গ্রহণের কথা জানিয়েছে। স্থানীয় প্রশাসন ক্ষতিগ্রস্তদের সহায়তায় কাজ করছে। রাজধানীসহ দেশের বিভিন্ন স্থানে টানা বৃষ্টিতে জনজীবন বিপর্যস্ত হয়ে পড়েছে। নিম্নাঞ্চল প্লাবিত হওয়ায় মানুষের দুর্ভোগ বেড়েছে। সংশ্লিষ্ট কর্তৃপক্ষ পরিস্থিতি মোকাবিলায় প্রয়োজনীয় ব্যবস্থা গ্রহণের কথা জানিয়েছে। স্থানীয় প্রশাসন ক্ষতিগ্রস্তদের সহায়তায় কাজ করছে। রাজধানীসহ দেশের বিভিন্ন স্থানে টানা বৃষ্টিতে জনজীবন বিপর্যস্ত হয়ে পড়েছে। নিম্নাঞ্চল প্লাবিত হওয়ায় মানুষের দুর্ভোগ বেড়েছে। সংশ্লিষ্ট কর্তৃপক্ষ পরিস্থিতি মোকাবিলায় প্রয়োজনীয় ব্যবস্থা গ্রহণের কথা জানিয়েছে। স্থানীয় প্রশাসন ক্ষতিগ্রস্তদের সহায়তায় কাজ করছে। রাজধানীসহ দেশের বিভিন্ন স্থানে টানা বৃষ্টিতে জনজীবন বিপর্যস্ত হয়ে পড়েছে। নিম্নাঞ্চল প্লাবিত হওয়ায় মানুষের দুর্ভোগ বেড়েছে। সংশ্লিষ্ট কর্তৃপক্ষ পরিস্থিতি মোকাবিলায় প্রয়োজনীয় ব্যবস্থা গ্রহণের কথা জানিয়েছে। স্থানীয় প্রশাসন ক্ষতিগ্রস্তদের সহায়তায় কাজ করছে। রাজধানীসহ দেশের বিভিন্ন স্থানে টানা বৃষ্টিতে জনজীবন বিপর্যস্ত হয়ে পড়েছে। নিম্নাঞ্চল প্লাবিত হওয়ায় মানুষের দুর্ভোগ বেড়েছে। সংশ্লিষ্ট কর্তৃপক্ষ পরিস্থিতি মোকাবিলায় প্রয়োজনীয় ব্যবস্থা গ্রহণের কথা জানিয়েছে। স্থানীয় প্রশাসন ক্ষতিগ্রস্তদের সহায়তায় কাজ করছে। <box>853 947 1014 1533</box>
article-body: যুক্তরাষ্ট্রের আদালত ট্রাম্পের শুল্কনীতি আটকে দিয়েছে। <box>853 937 1006 946</box>
article-body: ঝড়-বৃষ্টির কারণে রেলপথে গাছ পড়ে ও লাইনে পানি জমে বিভিন্ন রুটে ট্রেন চলাচল ব্যাহত হয়েছে। <box>321 1080 578 1100</box>
article-headline: বৈরী আবহাওয়ায় <box>138 119 227 135</box>
article-body: পাকিস্তানে ঝড়-বৃষ্টিতে বহু মানুষের মৃত্যু হয়েছে এবং অনেকে আহত হয়েছেন বলে জানিয়েছে দেশটির দুর্যোগ ব্যবস্থাপনা কর্তৃপক্ষ। <box>587 609 844 629</box>
article-body: ডিসেম্বরের মধ্যে জাতীয় সংসদ নির্বাচন আয়োজনের দাবি জানিয়েছেন রাজনৈতিক নেতারা। <box>587 758 838 767</box>
column-divider <box>582 118 583 1454</box>
